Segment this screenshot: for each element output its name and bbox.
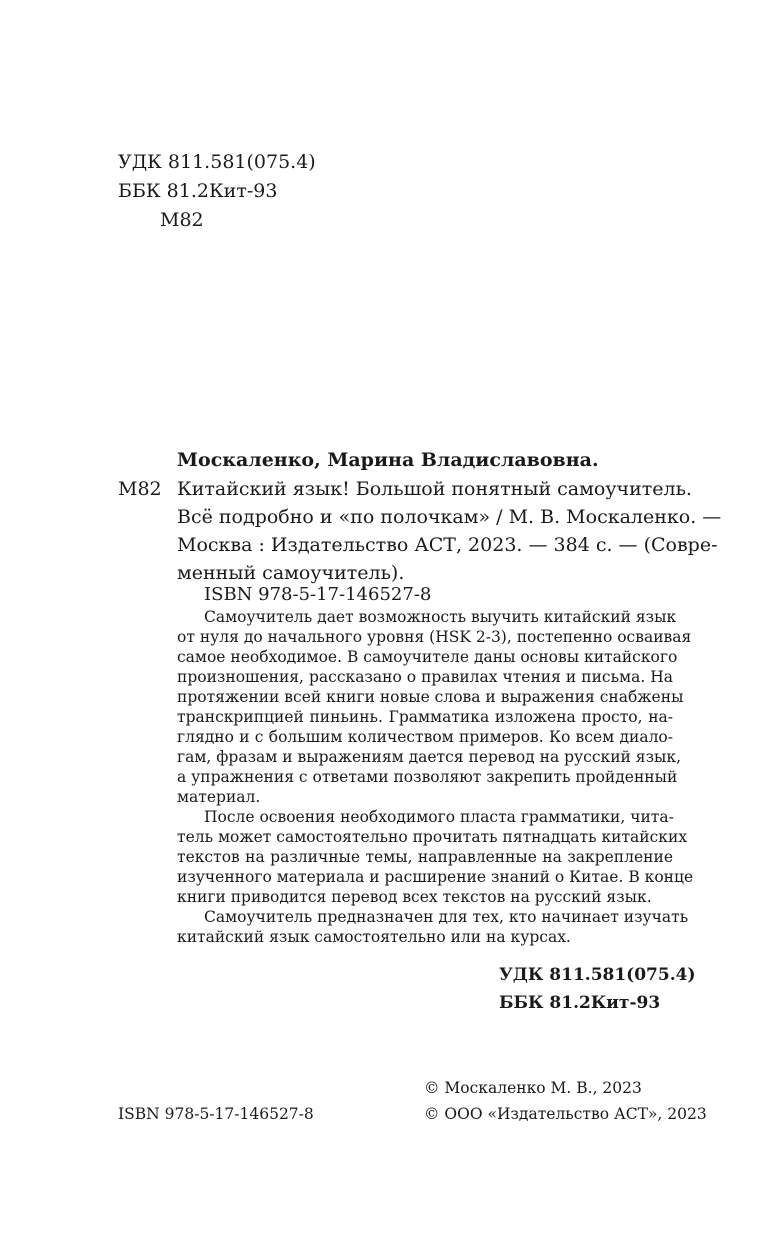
bibliographic-line: менный самоучитель). — [177, 562, 405, 584]
udk-code-top: УДК 811.581(075.4) — [118, 151, 316, 173]
bibliographic-line: Москва : Издательство АСТ, 2023. — 384 с. — (Совре- — [177, 534, 718, 556]
annotation — [177, 607, 694, 947]
isbn-main: ISBN 978-5-17-146527-8 — [204, 584, 432, 605]
annotation-line: После освоения необходимого пласта грамматики, чита- — [204, 808, 674, 826]
annotation-line: материал. — [177, 788, 261, 806]
annotation-line: транскрипцией пиньинь. Грамматика изложена просто, на- — [177, 708, 673, 726]
bibliographic-line: Китайский язык! Большой понятный самоучитель. — [177, 478, 692, 500]
annotation-line: изученного материала и расширение знаний о Китае. В конце — [177, 868, 694, 886]
bbk-code-bottom: ББК 81.2Кит-93 — [499, 993, 661, 1013]
annotation-line: книги приводится перевод всех текстов на русский язык. — [177, 888, 652, 906]
annotation-line: текстов на различные темы, направленные на закрепление — [177, 848, 673, 866]
annotation-line: китайский язык самостоятельно или на курсах. — [177, 928, 571, 946]
copyright-author: © Москаленко М. В., 2023 — [424, 1079, 642, 1097]
udk-code-bottom: УДК 811.581(075.4) — [499, 965, 696, 985]
bbk-code-top: ББК 81.2Кит-93 — [118, 180, 278, 202]
annotation-line: глядно и с большим количеством примеров. Ко всем диало- — [177, 728, 673, 746]
annotation-line: тель может самостоятельно прочитать пятнадцать китайских — [177, 828, 688, 846]
annotation-line: самое необходимое. В самоучителе даны основы китайского — [177, 648, 678, 666]
isbn-footer: ISBN 978-5-17-146527-8 — [118, 1105, 314, 1123]
annotation-line: от нуля до начального уровня (HSK 2-3), постепенно осваивая — [177, 628, 692, 646]
author-code-side: М82 — [118, 478, 162, 500]
copyright-publisher: © ООО «Издательство АСТ», 2023 — [424, 1105, 707, 1123]
annotation-line: Самоучитель предназначен для тех, кто начинает изучать — [204, 908, 689, 926]
author-code-top: М82 — [160, 209, 204, 231]
author-heading: Москаленко, Марина Владиславовна. — [177, 449, 599, 471]
annotation-line: а упражнения с ответами позволяют закрепить пройденный — [177, 768, 678, 786]
annotation-line: произношения, рассказано о правилах чтения и письма. На — [177, 668, 673, 686]
annotation-line: гам, фразам и выражениям дается перевод на русский язык, — [177, 748, 681, 766]
annotation-line: протяжении всей книги новые слова и выражения снабжены — [177, 688, 684, 706]
annotation-line: Самоучитель дает возможность выучить китайский язык — [204, 608, 677, 626]
bibliographic-line: Всё подробно и «по полочкам» / М. В. Москаленко. — — [177, 506, 722, 528]
